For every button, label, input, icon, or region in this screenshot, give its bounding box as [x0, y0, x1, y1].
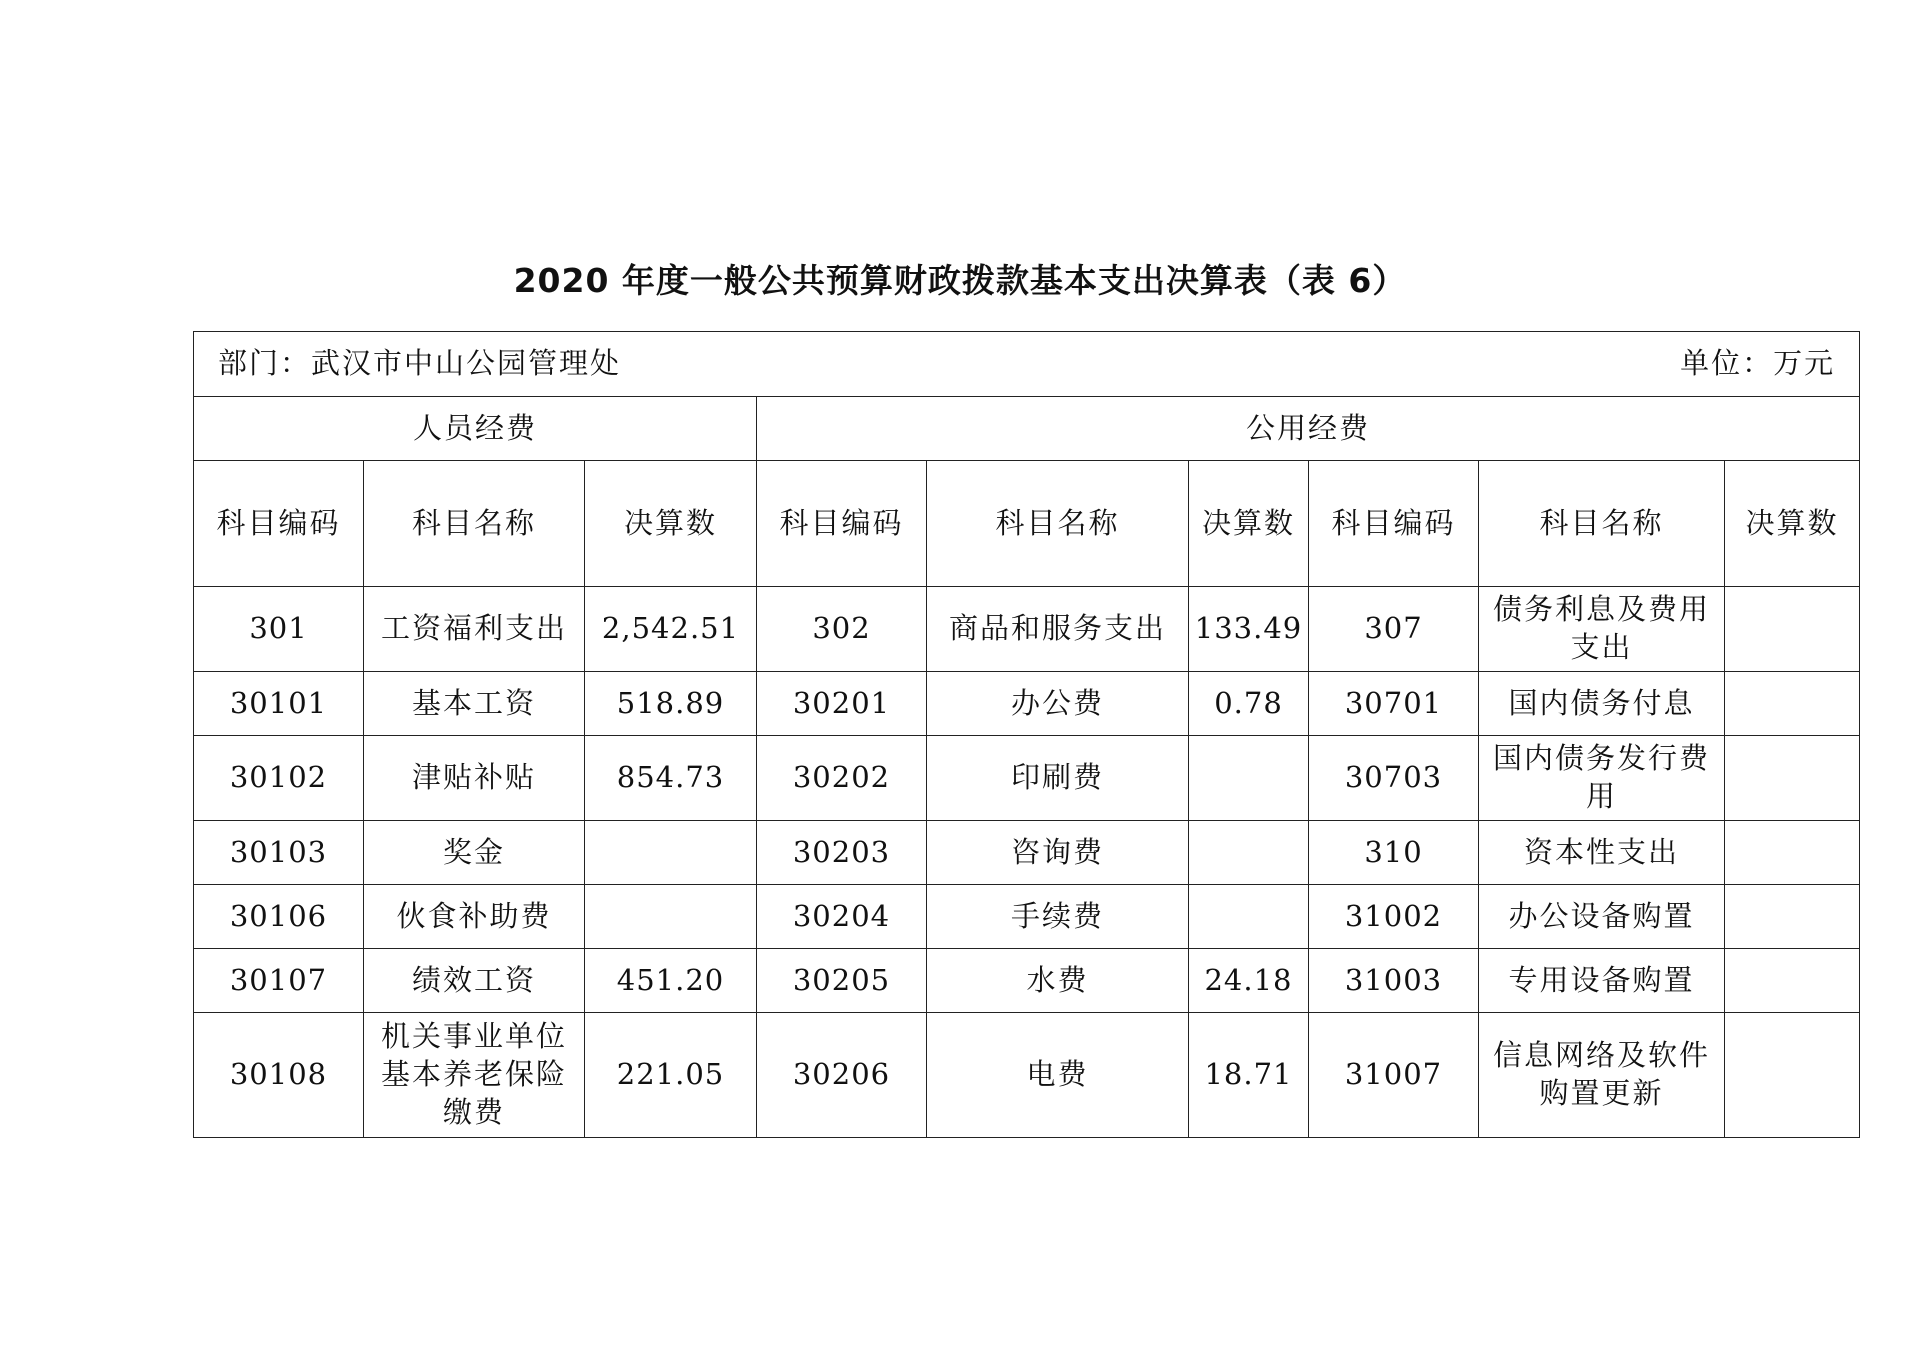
name-cell: 机关事业单位基本养老保险缴费 [364, 1013, 585, 1138]
header-cell: 科目名称 [1479, 461, 1725, 587]
amount-cell [1189, 885, 1309, 949]
name-cell: 咨询费 [927, 821, 1189, 885]
group-personnel: 人员经费 [194, 397, 757, 461]
amount-cell: 854.73 [585, 736, 757, 821]
name-cell: 津贴补贴 [364, 736, 585, 821]
amount-cell [1725, 885, 1860, 949]
code-cell: 30101 [194, 672, 364, 736]
code-cell: 307 [1309, 587, 1479, 672]
name-cell: 印刷费 [927, 736, 1189, 821]
code-cell: 30206 [757, 1013, 927, 1138]
code-cell: 30107 [194, 949, 364, 1013]
code-cell: 310 [1309, 821, 1479, 885]
code-cell: 30703 [1309, 736, 1479, 821]
name-cell: 伙食补助费 [364, 885, 585, 949]
name-cell: 办公设备购置 [1479, 885, 1725, 949]
name-cell: 资本性支出 [1479, 821, 1725, 885]
code-cell: 31007 [1309, 1013, 1479, 1138]
header-cell: 科目名称 [927, 461, 1189, 587]
amount-cell: 0.78 [1189, 672, 1309, 736]
code-cell: 301 [194, 587, 364, 672]
department-label: 部门：武汉市中山公园管理处 [218, 346, 622, 381]
amount-cell: 451.20 [585, 949, 757, 1013]
name-cell: 水费 [927, 949, 1189, 1013]
table-meta [194, 332, 1860, 397]
header-cell: 科目编码 [757, 461, 927, 587]
code-cell: 30108 [194, 1013, 364, 1138]
header-cell: 决算数 [1189, 461, 1309, 587]
name-cell: 手续费 [927, 885, 1189, 949]
name-cell: 奖金 [364, 821, 585, 885]
name-cell: 专用设备购置 [1479, 949, 1725, 1013]
budget-table [193, 331, 1860, 1138]
table-row [194, 821, 1860, 885]
header-cell: 决算数 [1725, 461, 1860, 587]
table-row [194, 672, 1860, 736]
name-cell: 工资福利支出 [364, 587, 585, 672]
table-row [194, 949, 1860, 1013]
amount-cell: 18.71 [1189, 1013, 1309, 1138]
code-cell: 30202 [757, 736, 927, 821]
name-cell: 电费 [927, 1013, 1189, 1138]
amount-cell: 24.18 [1189, 949, 1309, 1013]
unit-label: 单位：万元 [1680, 346, 1836, 381]
amount-cell [1725, 821, 1860, 885]
table-row [194, 736, 1860, 821]
page-title: 2020 年度一般公共预算财政拨款基本支出决算表（表 6） [513, 261, 1407, 300]
code-cell: 30102 [194, 736, 364, 821]
code-cell: 30205 [757, 949, 927, 1013]
header-cell: 科目编码 [194, 461, 364, 587]
code-cell: 302 [757, 587, 927, 672]
name-cell: 信息网络及软件购置更新 [1479, 1013, 1725, 1138]
amount-cell [1725, 1013, 1860, 1138]
name-cell: 办公费 [927, 672, 1189, 736]
name-cell: 国内债务发行费用 [1479, 736, 1725, 821]
table-row [194, 885, 1860, 949]
amount-cell [1189, 736, 1309, 821]
amount-cell [1189, 821, 1309, 885]
amount-cell [1725, 949, 1860, 1013]
amount-cell: 221.05 [585, 1013, 757, 1138]
name-cell: 绩效工资 [364, 949, 585, 1013]
name-cell: 债务利息及费用支出 [1479, 587, 1725, 672]
name-cell: 商品和服务支出 [927, 587, 1189, 672]
code-cell: 30701 [1309, 672, 1479, 736]
name-cell: 国内债务付息 [1479, 672, 1725, 736]
code-cell: 31003 [1309, 949, 1479, 1013]
code-cell: 30203 [757, 821, 927, 885]
code-cell: 30204 [757, 885, 927, 949]
table-row [194, 1013, 1860, 1138]
header-row [194, 461, 1860, 587]
amount-cell: 518.89 [585, 672, 757, 736]
amount-cell [1725, 736, 1860, 821]
header-cell: 科目编码 [1309, 461, 1479, 587]
code-cell: 31002 [1309, 885, 1479, 949]
amount-cell [585, 821, 757, 885]
amount-cell [1725, 672, 1860, 736]
amount-cell: 133.49 [1189, 587, 1309, 672]
table-row [194, 587, 1860, 672]
amount-cell: 2,542.51 [585, 587, 757, 672]
amount-cell [585, 885, 757, 949]
amount-cell [1725, 587, 1860, 672]
code-cell: 30103 [194, 821, 364, 885]
code-cell: 30106 [194, 885, 364, 949]
name-cell: 基本工资 [364, 672, 585, 736]
group-public: 公用经费 [757, 397, 1860, 461]
header-cell: 科目名称 [364, 461, 585, 587]
header-cell: 决算数 [585, 461, 757, 587]
code-cell: 30201 [757, 672, 927, 736]
